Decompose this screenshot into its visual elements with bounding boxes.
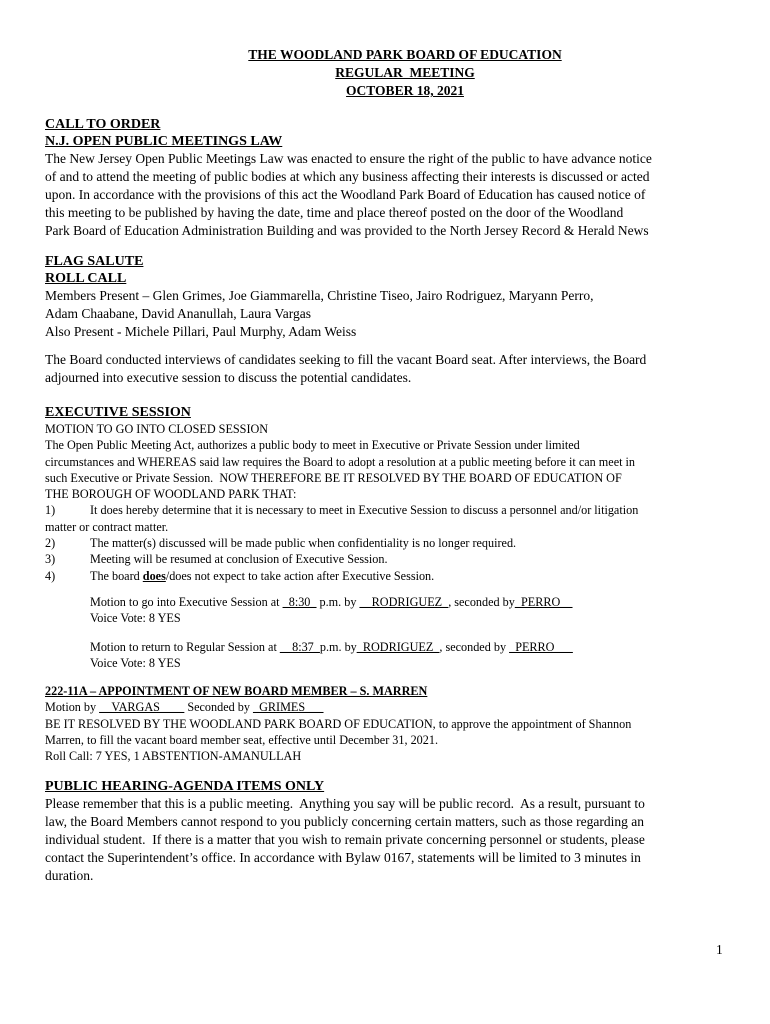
resolution-line: The Open Public Meeting Act, authorizes a public body to meet in Executive or Private Session under limited bbox=[45, 438, 580, 453]
executive-resolution bbox=[45, 437, 735, 502]
voice-vote-2: Voice Vote: 8 YES bbox=[90, 655, 181, 670]
paragraph-line: law, the Board Members cannot respond to you publicly concerning certain matters, such as those regarding an bbox=[45, 813, 644, 829]
document-title bbox=[45, 46, 735, 100]
heading-call-to-order: CALL TO ORDER bbox=[45, 117, 161, 132]
paragraph-line: of and to attend the meeting of public bodies at which any business affecting their interests is discussed or acted bbox=[45, 169, 650, 184]
does-emphasis: does bbox=[142, 568, 166, 583]
paragraph-line: this meeting to be published by having the date, time and place thereof posted on the door of the Woodland bbox=[45, 205, 624, 220]
roll-call-list bbox=[45, 287, 735, 341]
seconded-by-field: _PERRO___ bbox=[509, 639, 573, 654]
roll-line: Also Present - Michele Pillari, Paul Murphy, Adam Weiss bbox=[45, 324, 357, 339]
voice-vote-1: Voice Vote: 8 YES bbox=[90, 611, 181, 626]
interview-paragraph bbox=[45, 351, 735, 387]
heading-appointment: 222-11A – APPOINTMENT OF NEW BOARD MEMBER – S. MARREN bbox=[45, 684, 428, 699]
paragraph-line: individual student. If there is a matter that you wish to remain private concerning personnel or students, please bbox=[45, 831, 645, 847]
seconded-by-field: _PERRO__ bbox=[514, 594, 573, 609]
document-page bbox=[45, 46, 735, 885]
resolution-item-1: 1) It does hereby determine that it is necessary to meet in Executive Session to discuss a personnel and/or litigation bbox=[45, 503, 639, 518]
resolution-item-4: 4) The board does/does not expect to take action after Executive Session. bbox=[45, 568, 435, 583]
resolution-line: circumstances and WHEREAS said law requires the Board to adopt a resolution at a public meeting before it can meet in bbox=[45, 454, 636, 469]
roll-call-result: Roll Call: 7 YES, 1 ABSTENTION-AMANULLAH bbox=[45, 749, 302, 764]
heading-open-meetings-law: N.J. OPEN PUBLIC MEETINGS LAW bbox=[45, 134, 283, 149]
resolution-line: such Executive or Private Session. NOW THEREFORE BE IT RESOLVED BY THE BOARD OF EDUCATION OF bbox=[45, 470, 622, 485]
paragraph-line: adjourned into executive session to discuss the potential candidates. bbox=[45, 370, 412, 385]
open-meetings-paragraph bbox=[45, 150, 735, 240]
heading-flag-salute: FLAG SALUTE bbox=[45, 254, 144, 269]
resolution-line: BE IT RESOLVED BY THE WOODLAND PARK BOARD OF EDUCATION, to approve the appointment of Shannon bbox=[45, 716, 632, 731]
motion-by-field: __RODRIGUEZ_ bbox=[359, 594, 449, 609]
title-line-2: REGULAR MEETING bbox=[335, 65, 475, 80]
paragraph-line: duration. bbox=[45, 867, 94, 883]
title-line-3: OCTOBER 18, 2021 bbox=[346, 83, 464, 98]
paragraph-line: The New Jersey Open Public Meetings Law was enacted to ensure the right of the public to have advance notice bbox=[45, 151, 652, 166]
resolution-item-1-continued: matter or contract matter. bbox=[45, 519, 169, 534]
paragraph-line: contact the Superintendent’s office. In accordance with Bylaw 0167, statements will be limited to 3 minutes in bbox=[45, 849, 641, 865]
paragraph-line: upon. In accordance with the provisions of this act the Woodland Park Board of Education has caused notice of bbox=[45, 187, 646, 202]
motion-time-field: _8:30_ bbox=[282, 594, 317, 609]
resolution-line: THE BOROUGH OF WOODLAND PARK THAT: bbox=[45, 487, 297, 502]
motion-by-field: _RODRIGUEZ_ bbox=[356, 639, 440, 654]
paragraph-line: Park Board of Education Administration Building and was provided to the North Jersey Record & Herald News bbox=[45, 223, 649, 238]
motion-enter-executive: Motion to go into Executive Session at _8:30_ p.m. by __RODRIGUEZ_, seconded by_PERRO__ bbox=[90, 594, 573, 609]
motion-time-field: __8:37_ bbox=[279, 639, 320, 654]
page-number: 1 bbox=[716, 942, 723, 957]
resolution-item-2: 2) The matter(s) discussed will be made public when confidentiality is no longer required. bbox=[45, 536, 517, 551]
heading-roll-call: ROLL CALL bbox=[45, 271, 127, 286]
motion-by-field: __VARGAS____ bbox=[99, 700, 185, 715]
paragraph-line: The Board conducted interviews of candidates seeking to fill the vacant Board seat. After interviews, the Board bbox=[45, 352, 647, 367]
seconded-by-field: _GRIMES___ bbox=[253, 700, 324, 715]
motion-return-regular: Motion to return to Regular Session at __8:37_p.m. by_RODRIGUEZ_, seconded by _PERRO___ bbox=[90, 639, 573, 654]
heading-public-hearing: PUBLIC HEARING-AGENDA ITEMS ONLY bbox=[45, 778, 325, 794]
paragraph-line: Please remember that this is a public meeting. Anything you say will be public record. As a result, pursuant to bbox=[45, 795, 645, 811]
public-hearing-paragraph bbox=[45, 795, 735, 885]
roll-line: Adam Chaabane, David Ananullah, Laura Vargas bbox=[45, 306, 312, 321]
appointment-resolution bbox=[45, 716, 735, 765]
roll-line: Members Present – Glen Grimes, Joe Giammarella, Christine Tiseo, Jairo Rodriguez, Maryann Perro, bbox=[45, 288, 594, 303]
resolution-line: Marren, to fill the vacant board member seat, effective until December 31, 2021. bbox=[45, 733, 439, 748]
resolution-item-3: 3) Meeting will be resumed at conclusion of Executive Session. bbox=[45, 552, 388, 567]
heading-executive-session: EXECUTIVE SESSION bbox=[45, 405, 191, 420]
title-line-1: THE WOODLAND PARK BOARD OF EDUCATION bbox=[248, 47, 562, 62]
appointment-motion: Motion by __VARGAS____ Seconded by _GRIMES___ bbox=[45, 700, 324, 715]
motion-closed-session-title: MOTION TO GO INTO CLOSED SESSION bbox=[45, 422, 269, 436]
